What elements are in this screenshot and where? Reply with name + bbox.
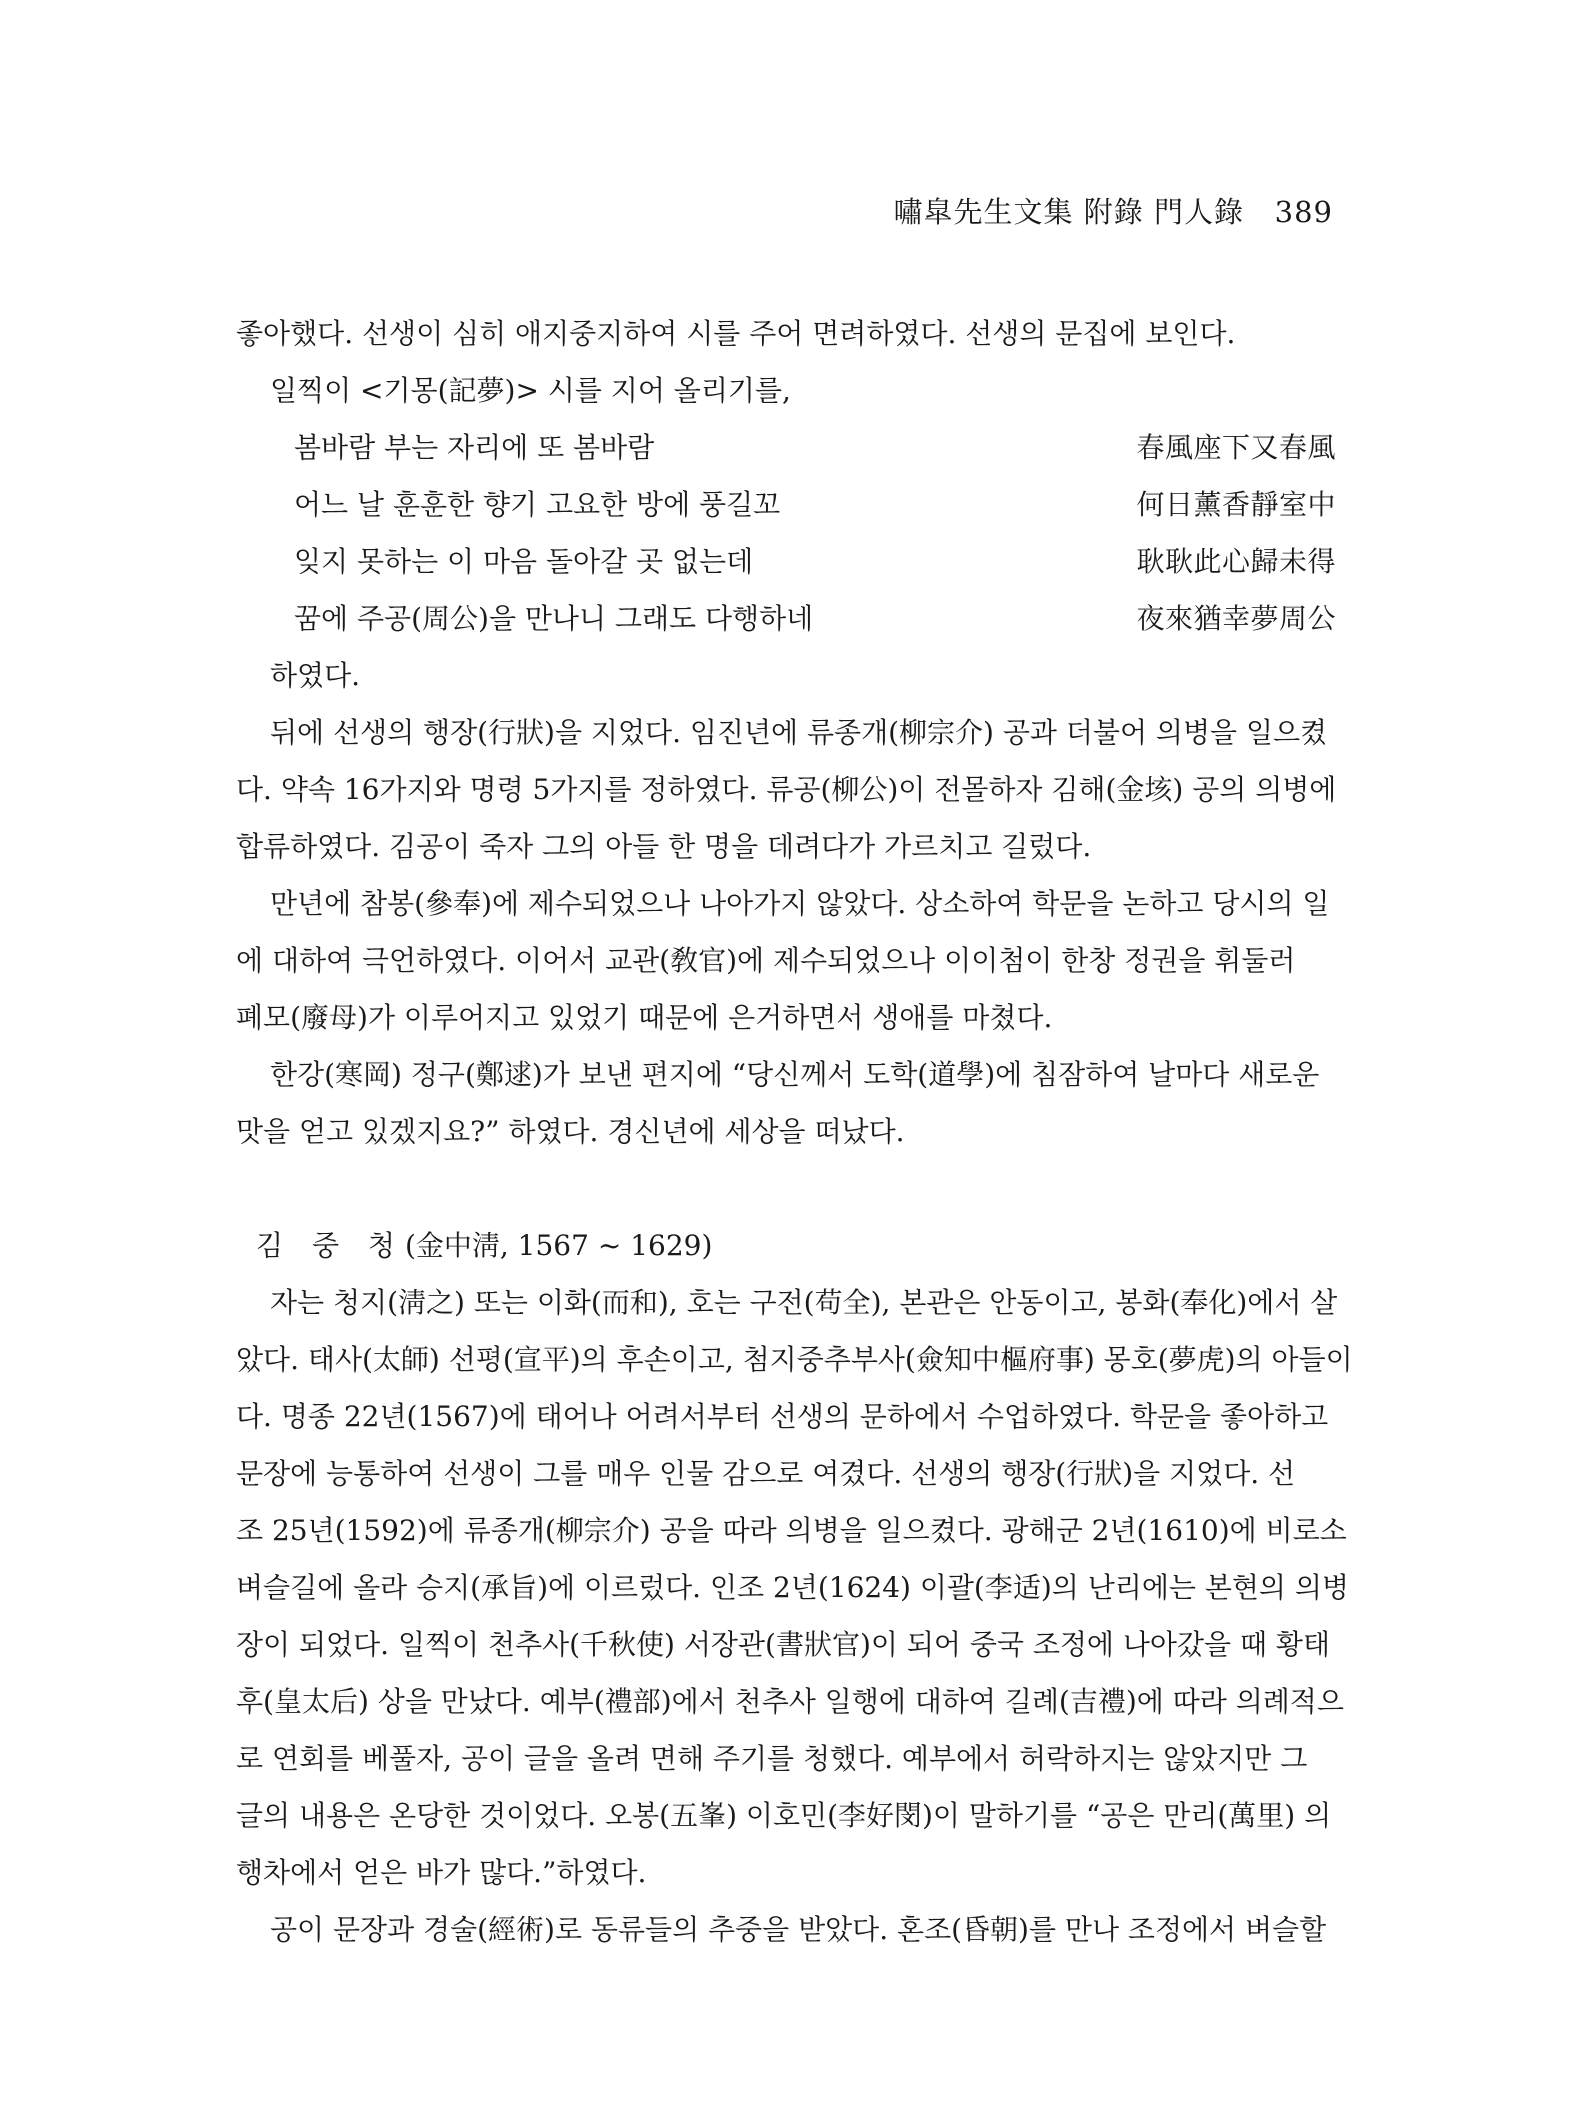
person-name: 김 중 청 bbox=[256, 1229, 405, 1262]
poem-korean: 잊지 못하는 이 마음 돌아갈 곳 없는데 bbox=[294, 545, 754, 578]
text-line: 다. 약속 16가지와 명령 5가지를 정하였다. 류공(柳公)이 전몰하자 김해(金垓) 공의 의병에 bbox=[236, 773, 1337, 806]
paragraph bbox=[236, 1901, 1336, 1958]
text-line: 행차에서 얻은 바가 많다.”하였다. bbox=[236, 1856, 647, 1889]
poem-line bbox=[236, 419, 1336, 476]
text-line: 후(皇太后) 상을 만났다. 예부(禮部)에서 천추사 일행에 대하여 길례(吉禮)에 따라 의례적으 bbox=[236, 1685, 1344, 1718]
section-gap bbox=[236, 1160, 1336, 1217]
paragraph bbox=[236, 704, 1336, 875]
text-line: 폐모(廢母)가 이루어지고 있었기 때문에 은거하면서 생애를 마쳤다. bbox=[236, 1001, 1053, 1034]
paragraph bbox=[236, 1274, 1353, 1901]
person-detail: (金中淸, 1567 ~ 1629) bbox=[404, 1229, 713, 1262]
poem-korean: 봄바람 부는 자리에 또 봄바람 bbox=[294, 431, 655, 464]
text-line: 장이 되었다. 일찍이 천추사(千秋使) 서장관(書狀官)이 되어 중국 조정에 나아갔을 때 황태 bbox=[236, 1628, 1330, 1661]
text-line: 로 연회를 베풀자, 공이 글을 올려 면해 주기를 청했다. 예부에서 허락하지는 않았지만 그 bbox=[236, 1742, 1308, 1775]
person-heading bbox=[236, 1217, 1336, 1274]
text-line: 았다. 태사(太師) 선평(宣平)의 후손이고, 첨지중추부사(僉知中樞府事) 몽호(夢虎)의 아들이 bbox=[236, 1343, 1353, 1376]
paragraph bbox=[236, 1046, 1336, 1160]
running-header bbox=[894, 190, 1333, 231]
text-line: 한강(寒岡) 정구(鄭逑)가 보낸 편지에 “당신께서 도학(道學)에 침잠하여 날마다 새로운 bbox=[270, 1058, 1320, 1091]
text-line: 문장에 능통하여 선생이 그를 매우 인물 감으로 여겼다. 선생의 행장(行狀)을 지었다. 선 bbox=[236, 1457, 1296, 1490]
text-line: 좋아했다. 선생이 심히 애지중지하여 시를 주어 면려하였다. 선생의 문집에 보인다. bbox=[236, 317, 1236, 350]
text-line: 에 대하여 극언하였다. 이어서 교관(敎官)에 제수되었으나 이이첨이 한창 정권을 휘둘러 bbox=[236, 944, 1296, 977]
text-line: 맛을 얻고 있겠지요?” 하였다. 경신년에 세상을 떠났다. bbox=[236, 1115, 905, 1148]
text-line: 조 25년(1592)에 류종개(柳宗介) 공을 따라 의병을 일으켰다. 광해군 2년(1610)에 비로소 bbox=[236, 1514, 1347, 1547]
paragraph-continued bbox=[236, 305, 1336, 362]
poem-line bbox=[236, 590, 1336, 647]
paragraph bbox=[236, 875, 1336, 1046]
text-line: 글의 내용은 온당한 것이었다. 오봉(五峯) 이호민(李好閔)이 말하기를 “공은 만리(萬里) 의 bbox=[236, 1799, 1332, 1832]
text-line: 다. 명종 22년(1567)에 태어나 어려서부터 선생의 문하에서 수업하였다. 학문을 좋아하고 bbox=[236, 1400, 1329, 1433]
poem-hanja: 耿耿此心歸未得 bbox=[1136, 545, 1336, 578]
poem-outro: 하였다. bbox=[270, 659, 361, 692]
text-line: 뒤에 선생의 행장(行狀)을 지었다. 임진년에 류종개(柳宗介) 공과 더불어 의병을 일으켰 bbox=[270, 716, 1328, 749]
running-title: 嘯皐先生文集 附錄 門人錄 bbox=[893, 195, 1244, 229]
poem-hanja: 春風座下又春風 bbox=[1136, 431, 1336, 464]
text-line: 자는 청지(淸之) 또는 이화(而和), 호는 구전(苟全), 본관은 안동이고, 봉화(奉化)에서 살 bbox=[270, 1286, 1338, 1319]
poem-korean: 꿈에 주공(周公)을 만나니 그래도 다행하네 bbox=[294, 602, 814, 635]
text-line: 벼슬길에 올라 승지(承旨)에 이르렀다. 인조 2년(1624) 이괄(李适)의 난리에는 본현의 의병 bbox=[236, 1571, 1349, 1604]
poem-line bbox=[236, 533, 1336, 590]
page-body bbox=[236, 305, 1353, 1958]
poem-line bbox=[236, 476, 1336, 533]
text-line: 합류하였다. 김공이 죽자 그의 아들 한 명을 데려다가 가르치고 길렀다. bbox=[236, 830, 1092, 863]
page-number: 389 bbox=[1274, 195, 1333, 229]
poem-hanja: 夜來猶幸夢周公 bbox=[1136, 602, 1336, 635]
poem-intro: 일찍이 <기몽(記夢)> 시를 지어 올리기를, bbox=[270, 374, 791, 407]
text-line: 공이 문장과 경술(經術)로 동류들의 추중을 받았다. 혼조(昏朝)를 만나 조정에서 벼슬할 bbox=[270, 1913, 1327, 1946]
text-line: 만년에 참봉(參奉)에 제수되었으나 나아가지 않았다. 상소하여 학문을 논하고 당시의 일 bbox=[270, 887, 1330, 920]
poem-block bbox=[236, 419, 1336, 647]
poem-korean: 어느 날 훈훈한 향기 고요한 방에 풍길꼬 bbox=[294, 488, 781, 521]
poem-hanja: 何日薰香靜室中 bbox=[1136, 488, 1336, 521]
